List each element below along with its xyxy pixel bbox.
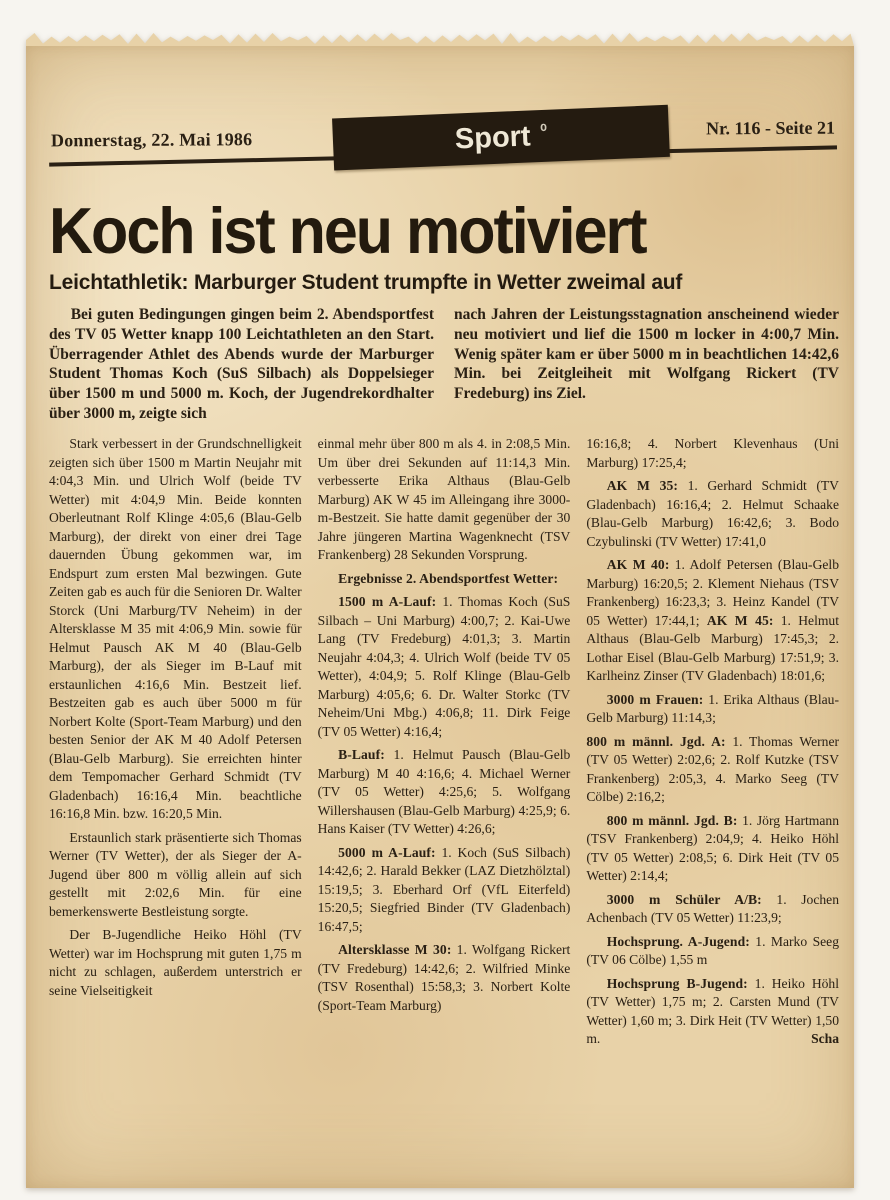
- article-paragraph: AK M 40: 1. Adolf Petersen (Blau-Gelb Marburg) 16:20,5; 2. Klement Niehaus (TSV Frankenberg) 16:23,3; 3. Heinz Kandel (TV 05 Wetter) 17:44,1; AK M 45: 1. Helmut Althaus (Blau-Gelb Marburg) 17:45,3; 2. Lothar Eisel (Blau-Gelb Marburg) 17:51,9; 3. Karlheinz Zinser (TV Gladenbach) 18:01,6;: [586, 557, 840, 684]
- clipping-paper: [26, 46, 854, 1188]
- result-category-label: 1500 m A-Lauf:: [338, 594, 437, 610]
- result-category-label: Ergebnisse 2. Abendsportfest Wetter:: [338, 570, 559, 586]
- article-paragraph: B-Lauf: 1. Helmut Pausch (Blau-Gelb Marburg) M 40 4:16,6; 4. Michael Werner (TV 05 Wetter) 4:25,6; 5. Wolfgang Willershausen (Blau-Gelb Marburg) 4:25,9; 6. Hans Kaiser (TV Wetter) 4:26,6;: [317, 747, 571, 837]
- lead-paragraph: [49, 305, 839, 423]
- result-category-label: 3000 m Schüler A/B:: [606, 891, 762, 907]
- article-paragraph: 16:16,8; 4. Norbert Klevenhaus (Uni Marburg) 17:25,4;: [586, 436, 840, 470]
- result-category-label: AK M 45:: [706, 612, 774, 628]
- section-label: Sport: [454, 119, 532, 156]
- author-signature: Scha: [811, 1031, 840, 1046]
- result-category-label: Hochsprung B-Jugend:: [606, 975, 748, 991]
- article-paragraph: 800 m männl. Jgd. A: 1. Thomas Werner (TV 05 Wetter) 2:02,6; 2. Rolf Kutzke (TSV Frankenberg) 2:05,3, 4. Marko Seeg (TV Cölbe) 2:16,2;: [586, 733, 840, 805]
- article-body: [49, 435, 839, 1053]
- article-paragraph: Hochsprung. A-Jugend: 1. Marko Seeg (TV 06 Cölbe) 1,55 m: [586, 933, 840, 968]
- subheadline: Leichtathletik: Marburger Student trumpfte in Wetter zweimal auf: [49, 271, 683, 295]
- masthead-issue-page: Nr. 116 - Seite 21: [706, 117, 835, 139]
- article-paragraph: einmal mehr über 800 m als 4. in 2:08,5 Min. Um über drei Sekunden auf 11:14,3 Min. verbesserte Erika Althaus (Blau-Gelb Marburg) AK W 45 im Alleingang ihre 3000-m-Bestzeit. Sie hatte damit gegenüber der 30 Jahre jüngeren Martina Wagenknecht (TSV Frankenberg) 28 Sekunden Vorsprung.: [317, 436, 571, 563]
- newspaper-clipping: [26, 30, 854, 1188]
- article-paragraph: 1500 m A-Lauf: 1. Thomas Koch (SuS Silbach – Uni Marburg) 4:00,7; 2. Kai-Uwe Lang (TV Fredeburg) 4:01,3; 3. Martin Neujahr 4:04,3; 4. Ulrich Wolf (beide TV 05 Wetter), 4:04,9; 5. Rolf Klinge (Blau-Gelb Marburg) 4:05,6; 6. Dr. Walter Storkc (TV Neheim/Uni Mbg.) 4:06,8; 11. Dirk Feige (TV 05 Wetter) 4:16,4;: [317, 594, 571, 739]
- result-category-label: Altersklasse M 30:: [338, 942, 452, 958]
- lead-column-left: Bei guten Bedingungen gingen beim 2. Abendsportfest des TV 05 Wetter knapp 100 Leichtathleten an den Start. Überragender Athlet des Abends wurde der Marburger Student Thomas Koch (SuS Silbach) als Doppelsieger über 1500 m und 5000 m. Koch, der Jugendrekordhalter über 3000 m, zeigte sich: [49, 306, 434, 422]
- masthead: [49, 108, 839, 177]
- result-category-label: 5000 m A-Lauf:: [338, 844, 436, 860]
- print-artifact: ⁰: [540, 122, 548, 141]
- headline: Koch ist neu motiviert: [49, 194, 646, 267]
- article-paragraph: 5000 m A-Lauf: 1. Koch (SuS Silbach) 14:42,6; 2. Harald Bekker (LAZ Dietzhölztal) 15:19,5; 3. Eberhard Orf (VfL Eiterfeld) 15:20,5; Siegfried Binder (TV Gladenbach) 16:47,5;: [317, 844, 571, 934]
- result-category-label: Hochsprung. A-Jugend:: [606, 933, 750, 949]
- article-column-2: [318, 435, 571, 1053]
- lead-column-right: nach Jahren der Leistungsstagnation anscheinend wieder neu motiviert und lief die 1500 m locker in 4:00,7 Min. Wenig später kam er über 5000 m in beachtlichen 14:42,6 Min. bei Zeitgleiheit mit Wolfgang Rickert (TV Fredeburg) ins Ziel.: [454, 306, 839, 403]
- result-category-label: 800 m männl. Jgd. A:: [586, 733, 726, 749]
- article-paragraph: [318, 570, 571, 588]
- result-category-label: 3000 m Frauen:: [606, 691, 704, 707]
- article-paragraph: Altersklasse M 30: 1. Wolfgang Rickert (TV Fredeburg) 14:42,6; 2. Wilfried Minke (TSV Rosenthal) 15:58,3; 3. Norbert Kolte (Sport-Team Marburg): [317, 942, 571, 1013]
- article-paragraph: AK M 35: 1. Gerhard Schmidt (TV Gladenbach) 16:16,4; 2. Helmut Schaake (Blau-Gelb Marburg) 16:42,6; 3. Bodo Czybulinski (TV Wetter) 17:41,0: [586, 478, 840, 549]
- section-banner: [332, 105, 670, 171]
- article-paragraph: Stark verbessert in der Grundschnelligkeit zeigten sich über 1500 m Martin Neujahr mit 4:04,3 Min. und Ulrich Wolf (beide TV Wetter) mit 4:04,9 Min. Beide konnten Oberleutnant Rolf Klinge 4:05,6 (Blau-Gelb Marburg), der direkt von einer drei Tage dauernden Übung gekommen war, im Endspurt zum ersten Mal bezwingen. Gute Zeiten gab es auch für die Senioren Dr. Walter Storck (Uni Marburg/TV Neheim) in der Altersklasse M 35 mit 4:06,9 Min. sowie für Helmut Pausch AK M 40 (Blau-Gelb Marburg), der als Sieger im B-Lauf mit erstaunlichen 4:16,6 Min. Bestzeit lief. Bestzeiten gab es auch über 5000 m für Norbert Kolte (Sport-Team Marburg) und den besten Senior der AK M 40 Adolf Petersen (Blau-Gelb Marburg). Sie erreichten hinter dem Tempomacher Gerhard Schmidt (TV Gladenbach) 16:16,4 Min. beachtliche 16:16,8 Min. bzw. 16:20,5 Min.: [49, 436, 302, 822]
- result-category-label: B-Lauf:: [338, 747, 385, 763]
- article-column-1: [49, 435, 302, 1053]
- article-paragraph: Erstaunlich stark präsentierte sich Thomas Werner (TV Wetter), der als Sieger der A-Jugend über 800 m völlig allein auf sich gestellt mit 2:02,6 Min. für eine bemerkenswerte Bestleistung sorgte.: [49, 829, 302, 919]
- torn-paper-edge: [26, 30, 854, 46]
- result-category-label: AK M 40:: [606, 557, 670, 573]
- masthead-date: Donnerstag, 22. Mai 1986: [50, 129, 253, 151]
- article-paragraph: 800 m männl. Jgd. B: 1. Jörg Hartmann (TSV Frankenberg) 2:04,9; 4. Heiko Höhl (TV 05 Wetter) 2:08,5; 6. Dirk Heit (TV 05 Wetter) 2:14,4;: [586, 812, 840, 884]
- article-paragraph: Hochsprung B-Jugend: 1. Heiko Höhl (TV Wetter) 1,75 m; 2. Carsten Mund (TV Wetter) 1,60 m; 3. Dirk Heit (TV Wetter) 1,50 m. Scha: [586, 975, 839, 1049]
- result-category-label: 800 m männl. Jgd. B:: [606, 812, 738, 828]
- article-paragraph: Der B-Jugendliche Heiko Höhl (TV Wetter) war im Hochsprung mit guten 1,75 m nicht zu schlagen, außerdem unterstrich er seine Vielseitigkeit: [49, 927, 302, 998]
- article-paragraph: 3000 m Schüler A/B: 1. Jochen Achenbach (TV 05 Wetter) 11:23,9;: [586, 891, 840, 926]
- result-category-label: AK M 35:: [606, 478, 679, 494]
- article-column-3: [586, 435, 839, 1053]
- article-paragraph: 3000 m Frauen: 1. Erika Althaus (Blau-Gelb Marburg) 11:14,3;: [586, 691, 840, 726]
